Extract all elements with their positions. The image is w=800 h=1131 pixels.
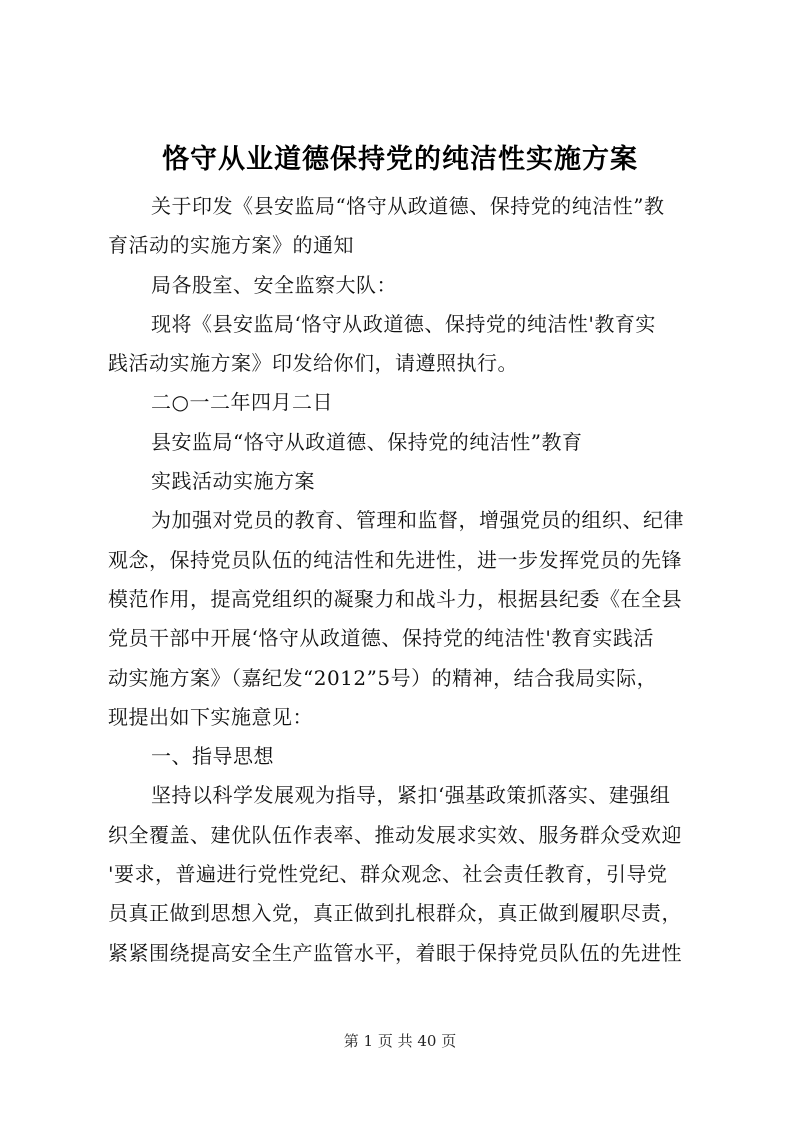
- page-number: 第 1 页 共 40 页: [343, 1032, 457, 1050]
- body-line: 实践活动实施方案: [151, 469, 315, 494]
- body-line: 紧紧围绕提高安全生产监管水平，着眼于保持党员队伍的先进性: [108, 940, 682, 965]
- body-line: '要求，普遍进行党性党纪、群众观念、社会责任教育，引导党: [108, 862, 668, 887]
- document-body: [108, 187, 708, 973]
- body-line: 现提出如下实施意见：: [108, 704, 313, 729]
- body-line: 观念，保持党员队伍的纯洁性和先进性，进一步发挥党员的先锋: [108, 547, 682, 572]
- body-line: 县安监局“恪守从政道德、保持党的纯洁性”教育: [151, 429, 583, 454]
- section-heading: 一、指导思想: [151, 744, 274, 769]
- body-line: 织全覆盖、建优队伍作表率、推动发展求实效、服务群众受欢迎: [108, 822, 682, 847]
- body-line: 现将《县安监局‘恪守从政道德、保持党的纯洁性'教育实: [151, 311, 656, 336]
- body-line: 践活动实施方案》印发给你们，请遵照执行。: [108, 351, 518, 376]
- body-line: 员真正做到思想入党，真正做到扎根群众，真正做到履职尽责，: [108, 901, 682, 926]
- body-line: 二○一二年四月二日: [151, 390, 333, 415]
- body-line: 关于印发《县安监局“恪守从政道德、保持党的纯洁性”教: [151, 194, 665, 218]
- body-line: 局各股室、安全监察大队：: [151, 272, 397, 297]
- document-title: 恪守从业道德保持党的纯洁性实施方案: [162, 144, 638, 175]
- body-line: 党员干部中开展‘恪守从政道德、保持党的纯洁性'教育实践活: [108, 626, 654, 651]
- body-line: 模范作用，提高党组织的凝聚力和战斗力，根据县纪委《在全县: [108, 586, 682, 611]
- body-line: 为加强对党员的教育、管理和监督，增强党员的组织、纪律: [151, 508, 684, 533]
- body-line: 育活动的实施方案》的通知: [108, 233, 354, 258]
- body-line: 坚持以科学发展观为指导，紧扣‘强基政策抓落实、建强组: [151, 783, 671, 808]
- body-line: 动实施方案》（嘉纪发“2012”5号）的精神，结合我局实际，: [108, 665, 658, 690]
